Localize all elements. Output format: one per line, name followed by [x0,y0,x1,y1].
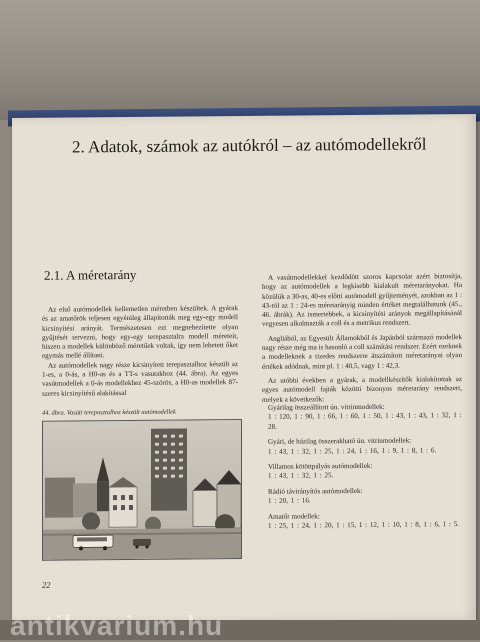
paragraph: Az első autómodellek kellemetlen méretben készültek. A gyárak és az amatőrök teljesen egyénileg állapították meg egy-egy modell kicsinyítési arányát. Természetesen ezt megnehezítette olyan gyűjtését tervezni, hogy egy-egy terepasztalra modell méreteit, hiszen a modellek különböző méretűek voltak, így nem lehetett őket egymás mellé állítani. [42,304,238,361]
watermark: antikvarium.hu [10,610,224,641]
scale-group-values: 1 : 43, 1 : 32, 1 : 25. [268,471,334,481]
paragraph: Angliából, az Egyesült Államokból és Japánból származó modellek nagy része még ma is hasonló a coll számítási rendszer. Ezért ezeknek a modelleknek a tizedes rendszerre átszámított méretarányai olyan értékek adódnak, mint pl. 1 : 40,5, vagy 1 : 42,3. [262,332,462,371]
scale-list [262,402,472,537]
scale-group-values: 1 : 120, 1 : 90, 1 : 66, 1 : 60, 1 : 50, 1 : 43, 1 : 43, 1 : 32, 1 : 28. [268,411,462,431]
page-number: 22 [42,579,51,590]
book-page [12,114,476,624]
scale-group [262,486,472,507]
paragraph: A vasútmodellekkel kezdődött szoros kapcsolat azért biztosítja, hogy az autómodellek a legkisebb kialakult méretarányokat. Ha közülük a 30-as, 40-es előtti autómodell gyűjteményét, azokban az 1 : 43-ról az 1 : 24-es méretarányig minden értéket megtalálhatunk (45., 46. ábrák). Az ismertebbek, a kicsinyítési arányok megállapításánál vegyesen alkalmazták a coll és a metrikus rendszert. [262,272,462,329]
scale-group [262,511,472,532]
left-column [42,304,238,399]
scale-group-label: Gyárilag összeállított ún. vitrinmodellek: [268,402,385,412]
right-column [262,272,462,410]
scale-group-label: Villamos kötöttpályás autómodellek: [268,461,373,471]
figure-caption: 44. ábra. Vasúti terepasztalhoz készült autómodellek [42,408,176,417]
paragraph: Az utóbbi években a gyárak, a modellkészítők kialakítottak az egyes autómodell fajták közötti bizonyos méretarány rendszert, melyek a következők: [262,375,462,404]
scale-group-values: 1 : 43, 1 : 32, 1 : 25, 1 : 24, 1 : 16, 1 : 9, 1 : 8, 1 : 6. [268,445,437,456]
scale-group [262,402,472,432]
scale-group-label: Rádió távirányítós autómodellek: [268,486,363,496]
scale-group [262,461,472,482]
scale-group-label: Gyári, de házilag összerakható ún. vitrinmodellek: [268,436,412,447]
chapter-title: 2. Adatok, számok az autókról – az autómodellekről [72,134,427,157]
paragraph: Az autómodellek nagy része kicsinyített terepasztalhoz készült az 1-es, a 0-ás, a H0-as és a TT-s vasutakhoz (44. ábra). Az egyes vasútmodellek a 0-ás modellekhez 45-szörös, a H0-as modellek 87-szeres kicsinyítésű alakítással [42,359,238,398]
model-railway-photo [42,419,242,561]
scale-group-values: 1 : 25, 1 : 24, 1 : 20, 1 : 15, 1 : 12, 1 : 10, 1 : 8, 1 : 6, 1 : 5. [268,520,459,530]
photo-illustration [43,420,241,560]
scale-group [262,436,472,457]
scale-group-values: 1 : 20, 1 : 16. [268,496,311,506]
scale-group-label: Amatőr modellek: [268,511,320,521]
table-background [0,0,480,120]
section-title: 2.1. A méretarány [44,266,137,283]
